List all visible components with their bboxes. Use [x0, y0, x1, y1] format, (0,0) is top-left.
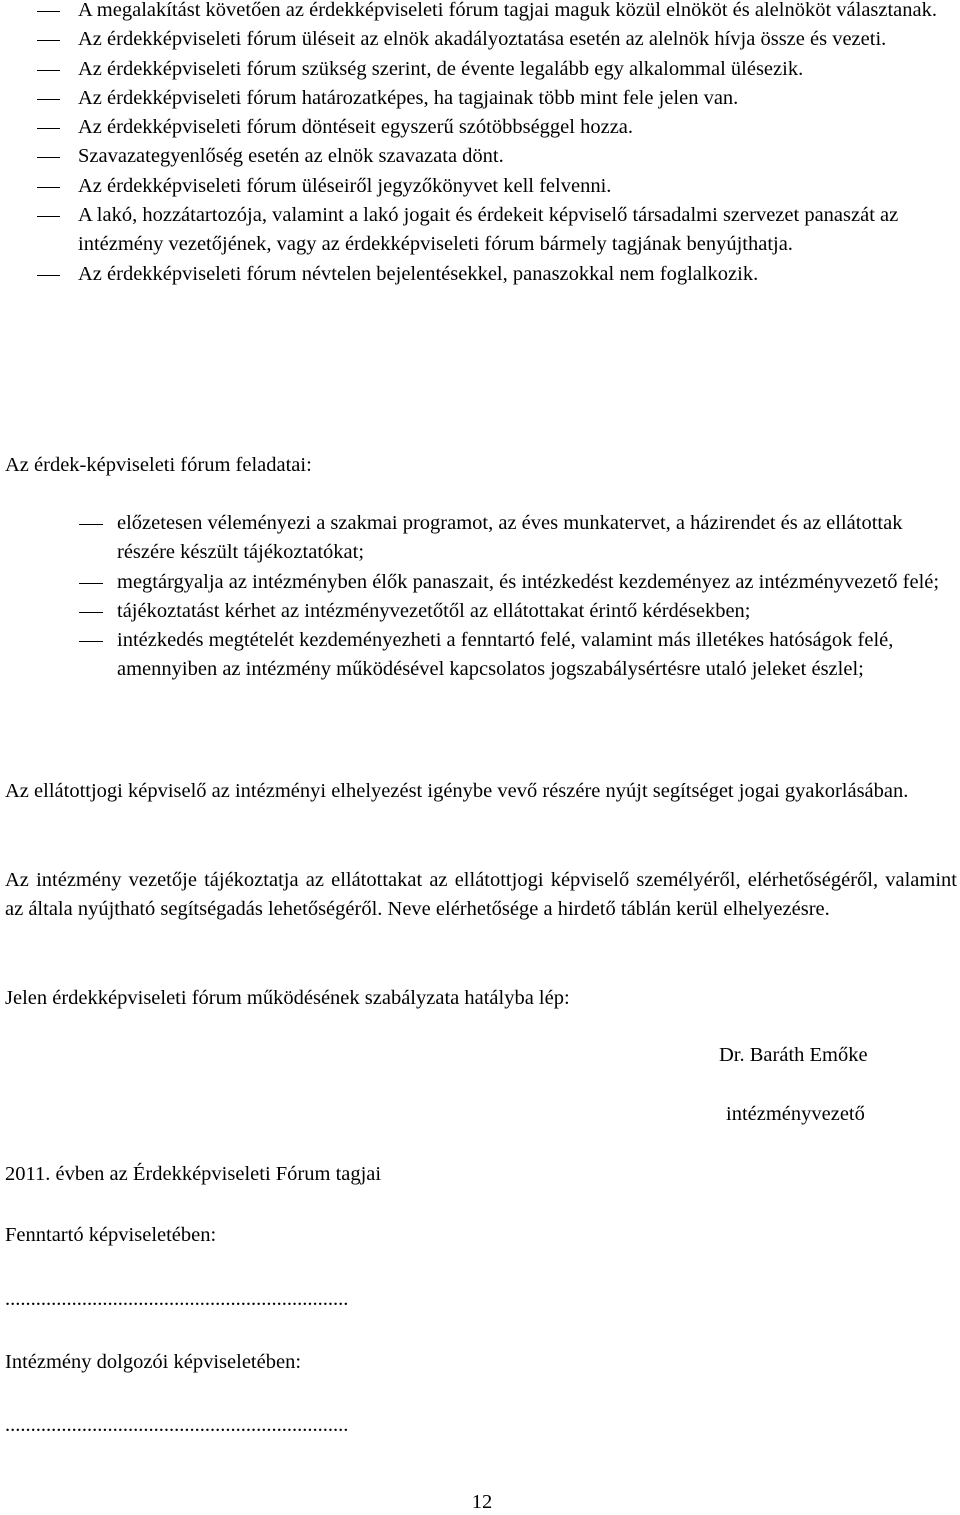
page-number: 12	[471, 1491, 493, 1513]
signature-role: intézményvezető	[726, 1103, 865, 1125]
list-item: Az érdekképviseleti fórum üléseiről jegyzőkönyvet kell felvenni.	[0, 172, 958, 201]
tasks-heading: Az érdek-képviseleti fórum feladatai:	[5, 454, 312, 476]
list-item: Az érdekképviseleti fórum névtelen bejelentésekkel, panaszokkal nem foglalkozik.	[0, 260, 958, 289]
list-item: Az érdekképviseleti fórum határozatképes, ha tagjainak több mint fele jelen van.	[0, 84, 958, 113]
maintainer-signature-line: ...................................................................	[5, 1288, 349, 1310]
list-item: előzetesen véleményezi a szakmai programot, az éves munkatervet, a házirendet és az ellátottak részére készült tájékoztatókat;	[0, 509, 958, 568]
list-item: megtárgyalja az intézményben élők panaszait, és intézkedést kezdeményez az intézményvezető felé;	[0, 568, 958, 597]
maintainer-label: Fenntartó képviseletében:	[5, 1224, 217, 1246]
signature-name: Dr. Baráth Emőke	[719, 1044, 868, 1066]
staff-signature-line: ...................................................................	[5, 1414, 349, 1436]
effective-date-paragraph: Jelen érdekképviseleti fórum működésének szabályzata hatályba lép:	[5, 987, 570, 1009]
forum-tasks-list	[0, 509, 958, 685]
list-item: A lakó, hozzátartozója, valamint a lakó jogait és érdekeit képviselő társadalmi szervezet panaszát az intézmény vezetőjének, vagy az érdekképviseleti fórum bármely tagjának benyújthatja.	[0, 201, 958, 260]
list-item: A megalakítást követően az érdekképviseleti fórum tagjai maguk közül elnököt és alelnököt választanak.	[0, 0, 958, 25]
staff-label: Intézmény dolgozói képviseletében:	[5, 1351, 302, 1373]
list-item: tájékoztatást kérhet az intézményvezetőtől az ellátottakat érintő kérdésekben;	[0, 597, 958, 626]
representative-paragraph: Az ellátottjogi képviselő az intézményi elhelyezést igénybe vevő részére nyújt segítséget jogai gyakorlásában.	[5, 780, 909, 802]
list-item: Az érdekképviseleti fórum döntéseit egyszerű szótöbbséggel hozza.	[0, 113, 958, 142]
list-item: intézkedés megtételét kezdeményezheti a fenntartó felé, valamint más illetékes hatóságok felé, amennyiben az intézmény működésével kapcsolatos jogszabálysértésre utaló jeleket észlel;	[0, 626, 958, 685]
forum-rules-list	[0, 0, 958, 289]
list-item: Szavazategyenlőség esetén az elnök szavazata dönt.	[0, 142, 958, 171]
members-heading: 2011. évben az Érdekképviseleti Fórum tagjai	[5, 1163, 382, 1185]
director-paragraph: Az intézmény vezetője tájékoztatja az ellátottakat az ellátottjogi képviselő személyéről, elérhetőségéről, valamint az általa nyújtható segítségadás lehetőségéről. Neve elérhetősége a hirdető táblán kerül elhelyezésre.	[5, 869, 957, 921]
list-item: Az érdekképviseleti fórum üléseit az elnök akadályoztatása esetén az alelnök hívja össze és vezeti.	[0, 25, 958, 54]
list-item: Az érdekképviseleti fórum szükség szerint, de évente legalább egy alkalommal ülésezik.	[0, 55, 958, 84]
